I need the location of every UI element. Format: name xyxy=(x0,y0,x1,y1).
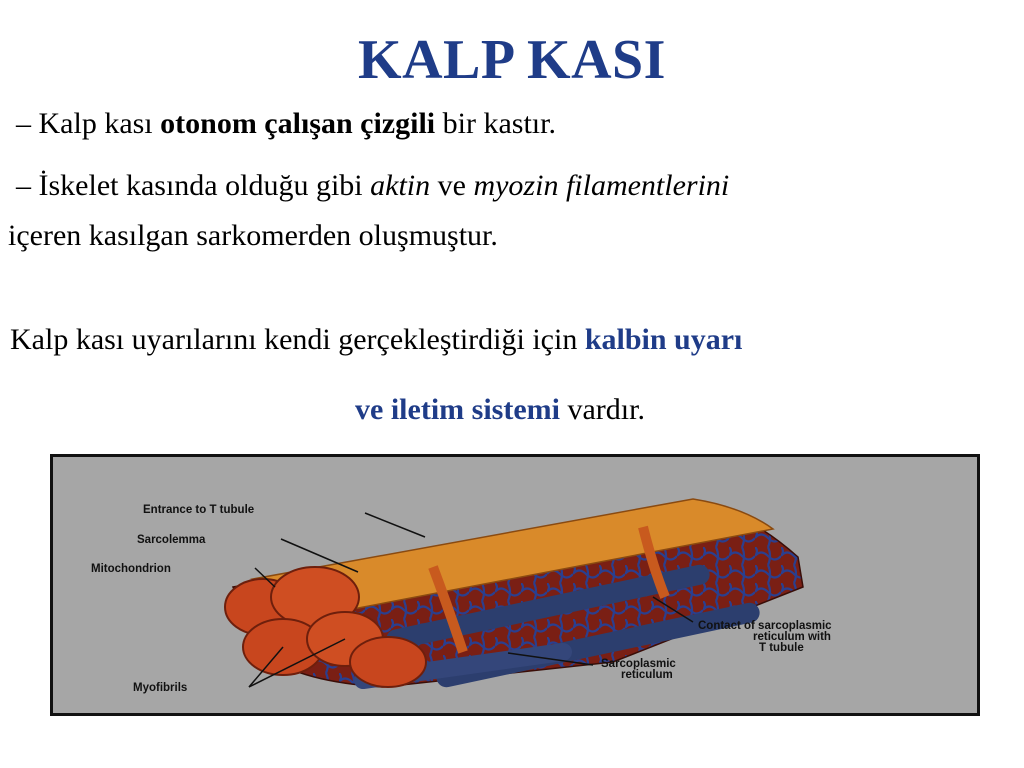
slide-title: KALP KASI xyxy=(358,29,666,91)
bullet-filaments-line-2: içeren kasılgan sarkomerden oluşmuştur. xyxy=(8,219,498,252)
myofibril-end-5 xyxy=(350,637,426,687)
label-sr-line-1: Sarcoplasmic xyxy=(601,658,676,670)
paragraph-line-1 xyxy=(10,322,742,358)
label-contact-line-2: reticulum with xyxy=(753,631,831,643)
paragraph-suffix: vardır. xyxy=(559,393,645,426)
term-aktin: aktin xyxy=(370,169,431,202)
bullet-autonomous xyxy=(16,106,556,142)
bullet-2-prefix: – İskelet kasında olduğu gibi xyxy=(16,169,371,202)
bullet-1-prefix: – Kalp kası xyxy=(16,107,161,140)
label-t-tubule-entrance: Entrance to T tubule xyxy=(143,504,255,516)
term-myozin: myozin filamentlerini xyxy=(473,169,730,202)
label-mitochondrion: Mitochondrion xyxy=(91,563,171,575)
highlight-conduction-2: ve iletim sistemi xyxy=(355,393,560,426)
label-contact-line-3: T tubule xyxy=(759,642,804,654)
label-sarcolemma: Sarcolemma xyxy=(137,534,206,546)
bullet-filaments xyxy=(16,168,729,204)
bullet-1-suffix: bir kastır. xyxy=(435,107,556,140)
highlight-conduction-1: kalbin uyarı xyxy=(584,323,743,356)
cardiac-muscle-illustration xyxy=(50,454,980,716)
label-myofibrils: Myofibrils xyxy=(133,682,188,694)
label-contact-line-1: Contact of sarcoplasmic xyxy=(698,620,832,632)
paragraph-line-2 xyxy=(0,392,1000,428)
bullet-2-middle: ve xyxy=(430,169,474,202)
cardiac-muscle-diagram xyxy=(53,457,977,713)
paragraph-prefix: Kalp kası uyarılarını kendi gerçekleştirdiği için xyxy=(10,323,585,356)
label-sr-line-2: reticulum xyxy=(621,669,673,681)
bullet-1-bold: otonom çalışan çizgili xyxy=(160,107,436,140)
